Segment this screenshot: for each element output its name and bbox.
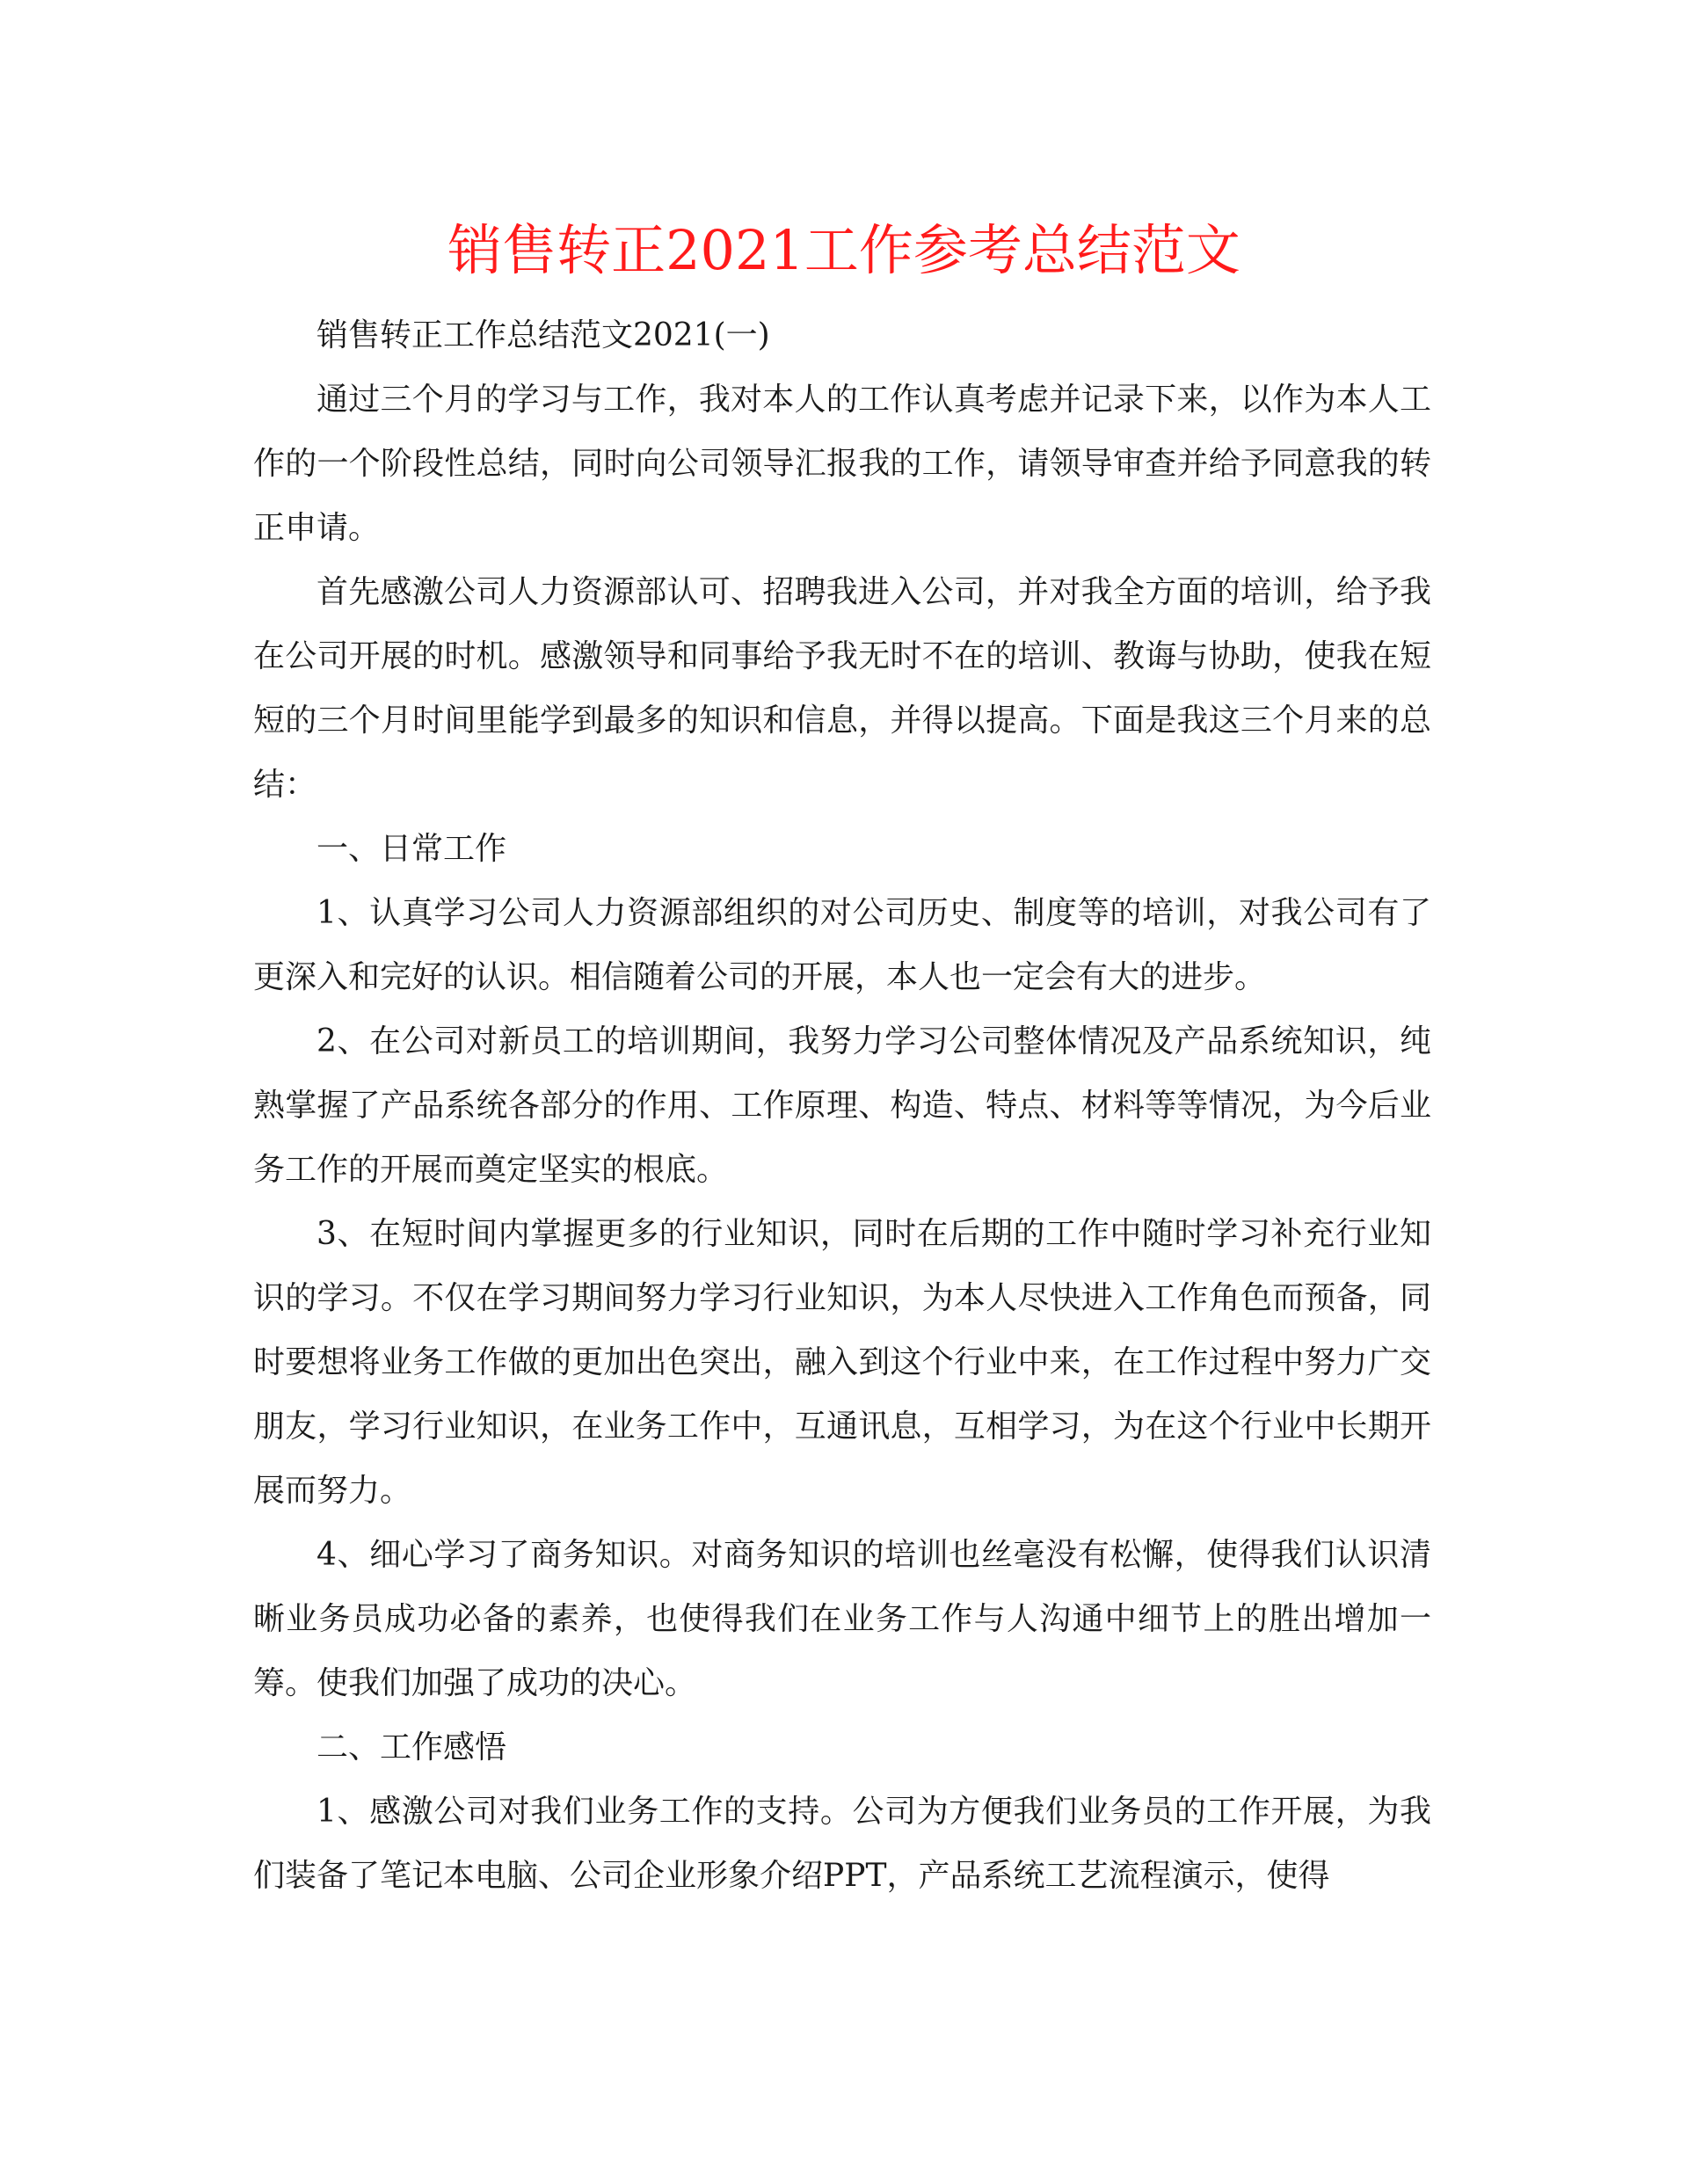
section-heading: 一、日常工作 [316, 831, 507, 867]
body-paragraph: 首先感激公司人力资源部认可、招聘我进入公司，并对我全方面的培训，给予我在公司开展的时机。感激领导和同事给予我无时不在的培训、教诲与协助，使我在短短的三个月时间里能学到最多的知识和信息，并得以提高。下面是我这三个月来的总结： [253, 574, 1431, 803]
document-title: 销售转正2021工作参考总结范文 [447, 218, 1241, 282]
body-paragraph: 2、在公司对新员工的培训期间，我努力学习公司整体情况及产品系统知识，纯熟掌握了产品系统各部分的作用、工作原理、构造、特点、材料等等情况，为今后业务工作的开展而奠定坚实的根底。 [253, 1023, 1431, 1188]
body-paragraph: 3、在短时间内掌握更多的行业知识，同时在后期的工作中随时学习补充行业知识的学习。不仅在学习期间努力学习行业知识，为本人尽快进入工作角色而预备，同时要想将业务工作做的更加出色突出，融入到这个行业中来，在工作过程中努力广交朋友，学习行业知识，在业务工作中，互通讯息，互相学习，为在这个行业中长期开展而努力。 [253, 1216, 1431, 1509]
body-paragraph: 1、认真学习公司人力资源部组织的对公司历史、制度等的培训，对我公司有了更深入和完好的认识。相信随着公司的开展，本人也一定会有大的进步。 [253, 895, 1431, 995]
section-heading: 二、工作感悟 [316, 1729, 507, 1765]
subtitle-paragraph: 销售转正工作总结范文2021(一) [316, 317, 770, 353]
document-body [253, 303, 1431, 1908]
body-paragraph: 1、感激公司对我们业务工作的支持。公司为方便我们业务员的工作开展，为我们装备了笔记本电脑、公司企业形象介绍PPT，产品系统工艺流程演示，使得 [253, 1794, 1431, 1894]
body-paragraph: 通过三个月的学习与工作，我对本人的工作认真考虑并记录下来，以作为本人工作的一个阶段性总结，同时向公司领导汇报我的工作，请领导审查并给予同意我的转正申请。 [253, 382, 1431, 546]
body-paragraph: 4、细心学习了商务知识。对商务知识的培训也丝毫没有松懈，使得我们认识清晰业务员成功必备的素养，也使得我们在业务工作与人沟通中细节上的胜出增加一筹。使我们加强了成功的决心。 [253, 1537, 1431, 1701]
